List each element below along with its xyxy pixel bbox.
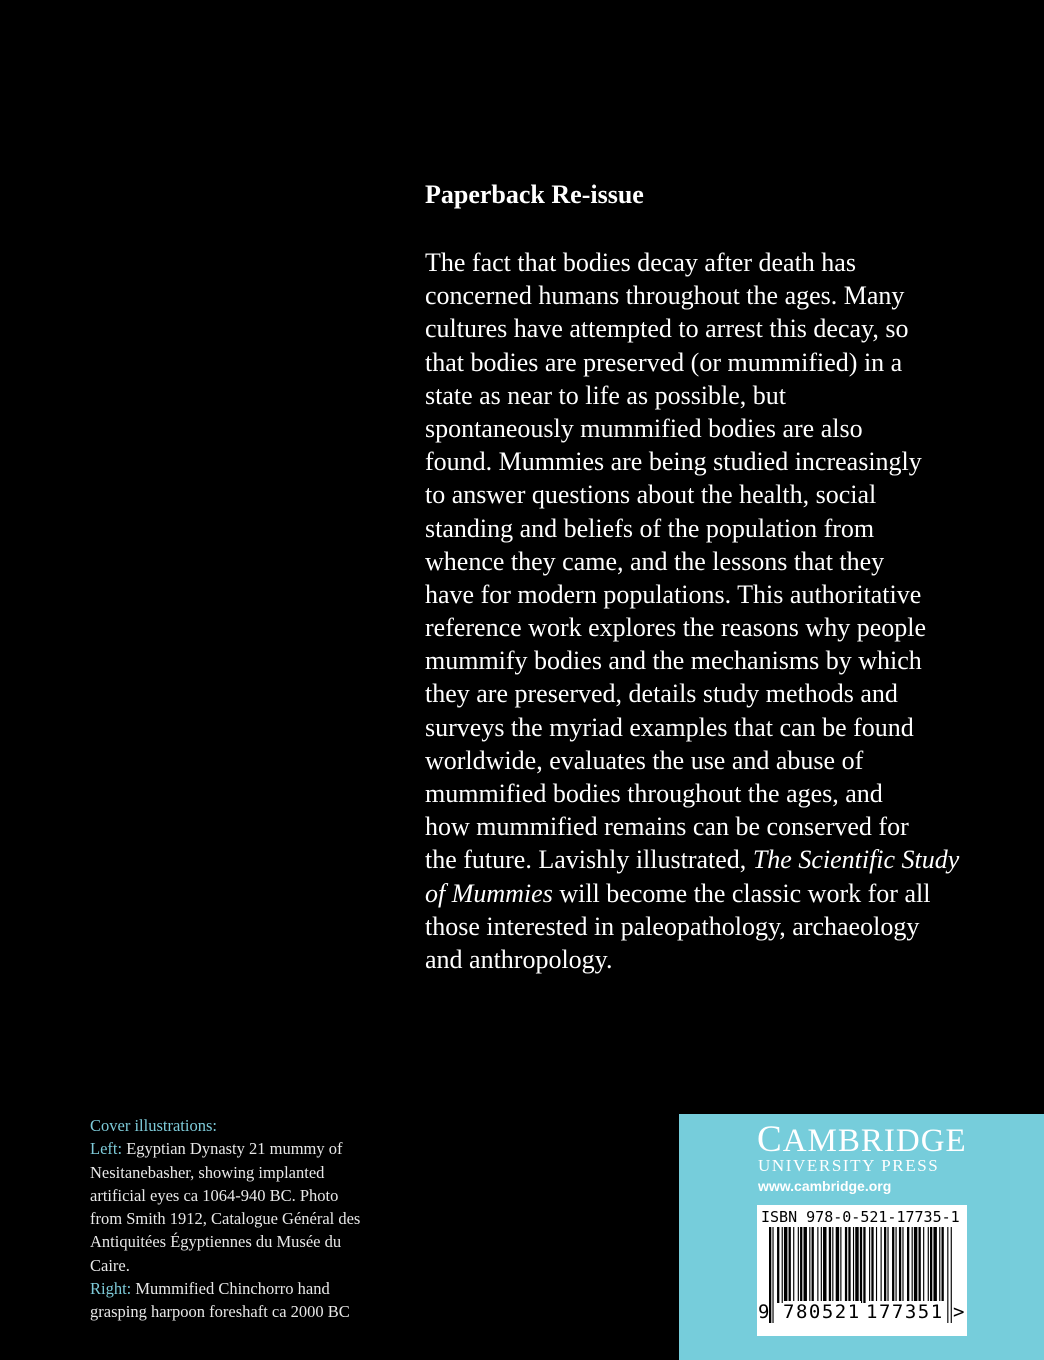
blurb-line: found. Mummies are being studied increasingly: [425, 447, 922, 477]
barcode-bar: [812, 1227, 814, 1303]
barcode-bar: [881, 1227, 882, 1303]
barcode-bar: [863, 1227, 865, 1303]
blurb-line: mummified bodies throughout the ages, and: [425, 779, 883, 808]
blurb-line: [425, 877, 965, 910]
publisher-subtitle: UNIVERSITY PRESS: [758, 1156, 940, 1175]
barcode-bar: [848, 1227, 850, 1303]
barcode-bar: [777, 1227, 779, 1303]
barcode-bar: [809, 1227, 810, 1303]
barcode-end-mark: >: [953, 1301, 965, 1323]
blurb-line: that bodies are preserved (or mummified) in a: [425, 347, 903, 377]
barcode-bar: [840, 1227, 841, 1303]
barcode-bar: [804, 1227, 807, 1303]
barcode-left-digits: 780521: [783, 1301, 861, 1323]
credits-line: artificial eyes ca 1064-940 BC. Photo: [90, 1185, 339, 1205]
credits-right-label: Right:: [90, 1279, 132, 1299]
blurb-line: how mummified remains can be conserved for: [425, 812, 909, 842]
credits-segment: Egyptian Dynasty 21 mummy of: [122, 1139, 343, 1159]
publisher-logo: [757, 1119, 967, 1160]
barcode-bar: [855, 1227, 858, 1303]
blurb-line: reference work explores the reasons why people: [425, 613, 927, 643]
barcode-bar: [823, 1227, 826, 1303]
blurb-line: cultures have attempted to arrest this decay, so: [425, 314, 909, 344]
book-title-part2: of Mummies: [425, 878, 553, 908]
blurb-segment: the future. Lavishly illustrated,: [425, 845, 753, 875]
credits-left-label: Left:: [90, 1139, 123, 1159]
barcode-bar: [933, 1227, 936, 1303]
barcode-bar: [887, 1227, 888, 1303]
blurb-line: The fact that bodies decay after death has: [425, 248, 856, 277]
barcode-bar: [902, 1227, 903, 1303]
blurb-line: spontaneously mummified bodies are also: [425, 413, 863, 443]
barcode-bar: [772, 1227, 773, 1323]
barcode-bar: [947, 1227, 948, 1323]
barcode-bar: [793, 1227, 794, 1303]
barcode-bar: [914, 1227, 917, 1303]
blurb-line: surveys the myriad examples that can be found: [425, 712, 914, 742]
credits-line: [90, 1137, 410, 1160]
barcode-bar: [939, 1227, 940, 1303]
credits-line: grasping harpoon foreshaft ca 2000 BC: [90, 1302, 350, 1322]
logo-initial: C: [757, 1119, 783, 1160]
barcode-bar: [896, 1227, 897, 1303]
blurb-line: concerned humans throughout the ages. Many: [425, 281, 905, 311]
barcode-bar: [836, 1227, 839, 1303]
book-title-part1: The Scientific Study: [752, 845, 960, 875]
barcode-bar: [860, 1227, 862, 1303]
barcode-bar: [821, 1227, 822, 1303]
barcode-bar: [876, 1227, 877, 1303]
barcode-right-digits: 177351: [866, 1301, 944, 1323]
barcode-bar: [912, 1227, 913, 1303]
barcode-bar: [789, 1227, 791, 1303]
publisher-url: www.cambridge.org: [758, 1178, 892, 1194]
credits-segment: Mummified Chinchorro hand: [131, 1279, 330, 1299]
barcode-bar: [907, 1227, 909, 1303]
barcode-bar: [923, 1227, 924, 1303]
credits-line: from Smith 1912, Catalogue Général des: [90, 1209, 361, 1229]
credits-line: Nesitanebasher, showing implanted: [90, 1162, 325, 1182]
barcode-bar: [930, 1227, 932, 1303]
barcode-bar: [919, 1227, 921, 1303]
blurb-line: whence they came, and the lessons that they: [425, 546, 885, 576]
blurb-line: those interested in paleopathology, archaeology: [425, 911, 920, 941]
logo-name: AMBRIDGE: [782, 1123, 967, 1159]
blurb-line: they are preserved, details study methods and: [425, 679, 898, 709]
blurb-segment: will become the classic work for all: [552, 878, 931, 908]
credits-line: [90, 1277, 410, 1300]
barcode-bar: [853, 1227, 854, 1303]
blurb-line: worldwide, evaluates the use and abuse of: [425, 745, 864, 775]
barcode-bar: [817, 1227, 818, 1303]
credits-line: Antiquitées Égyptiennes du Musée du: [90, 1232, 342, 1252]
barcode-bar: [892, 1227, 894, 1303]
blurb-line: to answer questions about the health, social: [425, 480, 877, 510]
isbn-label: ISBN 978-0-521-17735-1: [761, 1208, 960, 1226]
blurb-line: mummify bodies and the mechanisms by which: [425, 646, 922, 676]
barcode-bar: [782, 1227, 783, 1303]
blurb-line: standing and beliefs of the population from: [425, 513, 875, 543]
barcode-bar: [845, 1227, 847, 1303]
credits-title: Cover illustrations:: [90, 1116, 217, 1135]
barcode-bar: [800, 1227, 802, 1303]
barcode-bar: [951, 1227, 952, 1323]
barcode-bar: [899, 1227, 901, 1303]
barcode-bar: [798, 1227, 799, 1303]
barcode-bar: [884, 1227, 886, 1303]
blurb-line: and anthropology.: [425, 944, 613, 974]
publisher-panel: [679, 1114, 1044, 1360]
blurb-line: state as near to life as possible, but: [425, 380, 787, 410]
credits-line: Caire.: [90, 1255, 130, 1275]
isbn-barcode: [757, 1205, 967, 1336]
blurb-line: have for modern populations. This authoritative: [425, 579, 922, 609]
barcode-bar: [784, 1227, 787, 1303]
barcode-bar: [869, 1227, 870, 1303]
edition-heading: Paperback Re-issue: [425, 180, 644, 209]
barcode-bar: [871, 1227, 873, 1303]
blurb-text: [425, 246, 965, 976]
blurb-line: [425, 843, 965, 876]
barcode-bar: [942, 1227, 944, 1303]
barcode-first-digit: 9: [758, 1301, 770, 1323]
cover-illustration-credits: [90, 1114, 410, 1324]
barcode-bar: [928, 1227, 929, 1303]
